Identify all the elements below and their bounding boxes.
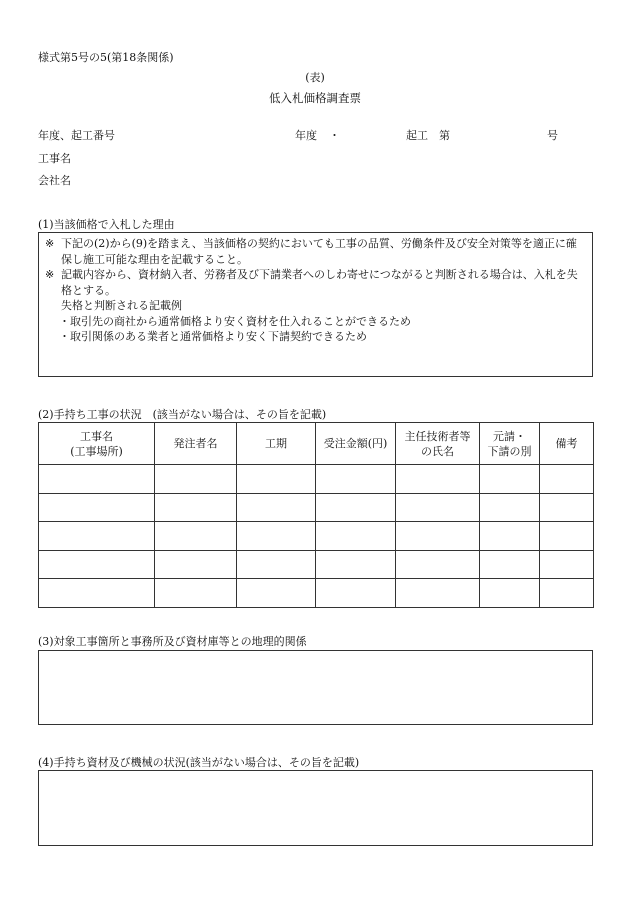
table-cell[interactable] bbox=[39, 493, 155, 522]
table-cell[interactable] bbox=[316, 493, 396, 522]
col-header-orderer: 発注者名 bbox=[155, 423, 237, 465]
form-kind: (表) bbox=[305, 71, 325, 84]
example-heading: 失格と判断される記載例 bbox=[61, 299, 182, 312]
col-header-period: 工期 bbox=[237, 423, 316, 465]
table-cell[interactable] bbox=[540, 579, 594, 608]
table-cell[interactable] bbox=[396, 550, 480, 579]
dai-label: 第 bbox=[439, 129, 450, 142]
form-number: 様式第5号の5(第18条関係) bbox=[38, 51, 174, 64]
section4-box[interactable] bbox=[38, 770, 593, 846]
section3-box[interactable] bbox=[38, 650, 593, 725]
table-cell[interactable] bbox=[155, 493, 237, 522]
table-cell[interactable] bbox=[155, 550, 237, 579]
col-header-engineer: 主任技術者等 の氏名 bbox=[396, 423, 480, 465]
table-cell[interactable] bbox=[316, 465, 396, 494]
note-mark: ※ bbox=[45, 268, 55, 281]
example-item: ・取引先の商社から通常価格より安く資材を仕入れることができるため bbox=[59, 314, 411, 328]
table-cell[interactable] bbox=[540, 550, 594, 579]
nendo-label: 年度 bbox=[295, 129, 317, 142]
col-header-remarks: 備考 bbox=[540, 423, 594, 465]
table-row bbox=[39, 550, 594, 579]
section2-heading: (2)手持ち工事の状況 (該当がない場合は、その旨を記載) bbox=[38, 408, 327, 421]
table-cell[interactable] bbox=[480, 522, 540, 551]
section1-heading: (1)当該価格で入札した理由 bbox=[38, 218, 175, 231]
table-cell[interactable] bbox=[155, 465, 237, 494]
document-title: 低入札価格調査票 bbox=[269, 91, 361, 105]
table-row bbox=[39, 465, 594, 494]
table-cell[interactable] bbox=[316, 522, 396, 551]
note-text: 記載内容から、資材納入者、労務者及び下請業者へのしわ寄せにつながると判断される場合は、入札を失格とする。 bbox=[61, 268, 578, 297]
table-cell[interactable] bbox=[316, 550, 396, 579]
separator-dot: ・ bbox=[329, 129, 340, 142]
table-row bbox=[39, 579, 594, 608]
table-cell[interactable] bbox=[396, 579, 480, 608]
table-cell[interactable] bbox=[540, 522, 594, 551]
table-cell[interactable] bbox=[39, 522, 155, 551]
table-cell[interactable] bbox=[39, 550, 155, 579]
table-cell[interactable] bbox=[237, 522, 316, 551]
section3-heading: (3)対象工事箇所と事務所及び資材庫等との地理的関係 bbox=[38, 635, 307, 648]
table-cell[interactable] bbox=[237, 579, 316, 608]
company-name-label: 会社名 bbox=[38, 174, 71, 187]
col-header-contract-type: 元請・ 下請の別 bbox=[480, 423, 540, 465]
section4-heading: (4)手持ち資材及び機械の状況(該当がない場合は、その旨を記載) bbox=[38, 756, 360, 769]
fiscal-label: 年度、起工番号 bbox=[38, 129, 115, 142]
example-item: ・取引関係のある業者と通常価格より安く下請契約できるため bbox=[59, 330, 367, 343]
table-cell[interactable] bbox=[480, 493, 540, 522]
col-header-work-name: 工事名 (工事場所) bbox=[39, 423, 155, 465]
holding-works-table bbox=[38, 422, 594, 608]
note-text: 下記の(2)から(9)を踏まえ、当該価格の契約においても工事の品質、労働条件及び安全対策等を適正に確保し施工可能な理由を記載すること。 bbox=[61, 237, 577, 266]
table-cell[interactable] bbox=[155, 579, 237, 608]
note-mark: ※ bbox=[45, 237, 55, 250]
table-cell[interactable] bbox=[237, 550, 316, 579]
table-cell[interactable] bbox=[396, 522, 480, 551]
go-label: 号 bbox=[547, 129, 558, 142]
table-cell[interactable] bbox=[39, 579, 155, 608]
table-header-row bbox=[39, 423, 594, 465]
section1-box[interactable] bbox=[38, 232, 593, 377]
note-2 bbox=[45, 267, 586, 298]
table-cell[interactable] bbox=[396, 465, 480, 494]
table-cell[interactable] bbox=[396, 493, 480, 522]
table-cell[interactable] bbox=[237, 493, 316, 522]
table-cell[interactable] bbox=[540, 465, 594, 494]
table-cell[interactable] bbox=[480, 550, 540, 579]
work-name-label: 工事名 bbox=[38, 152, 71, 165]
note-1 bbox=[45, 236, 586, 267]
kiko-label: 起工 bbox=[406, 129, 428, 142]
table-cell[interactable] bbox=[540, 493, 594, 522]
table-cell[interactable] bbox=[237, 465, 316, 494]
table-cell[interactable] bbox=[155, 522, 237, 551]
table-cell[interactable] bbox=[480, 465, 540, 494]
col-header-amount: 受注金額(円) bbox=[316, 423, 396, 465]
table-row bbox=[39, 522, 594, 551]
table-row bbox=[39, 493, 594, 522]
table-cell[interactable] bbox=[480, 579, 540, 608]
table-cell[interactable] bbox=[316, 579, 396, 608]
table-cell[interactable] bbox=[39, 465, 155, 494]
